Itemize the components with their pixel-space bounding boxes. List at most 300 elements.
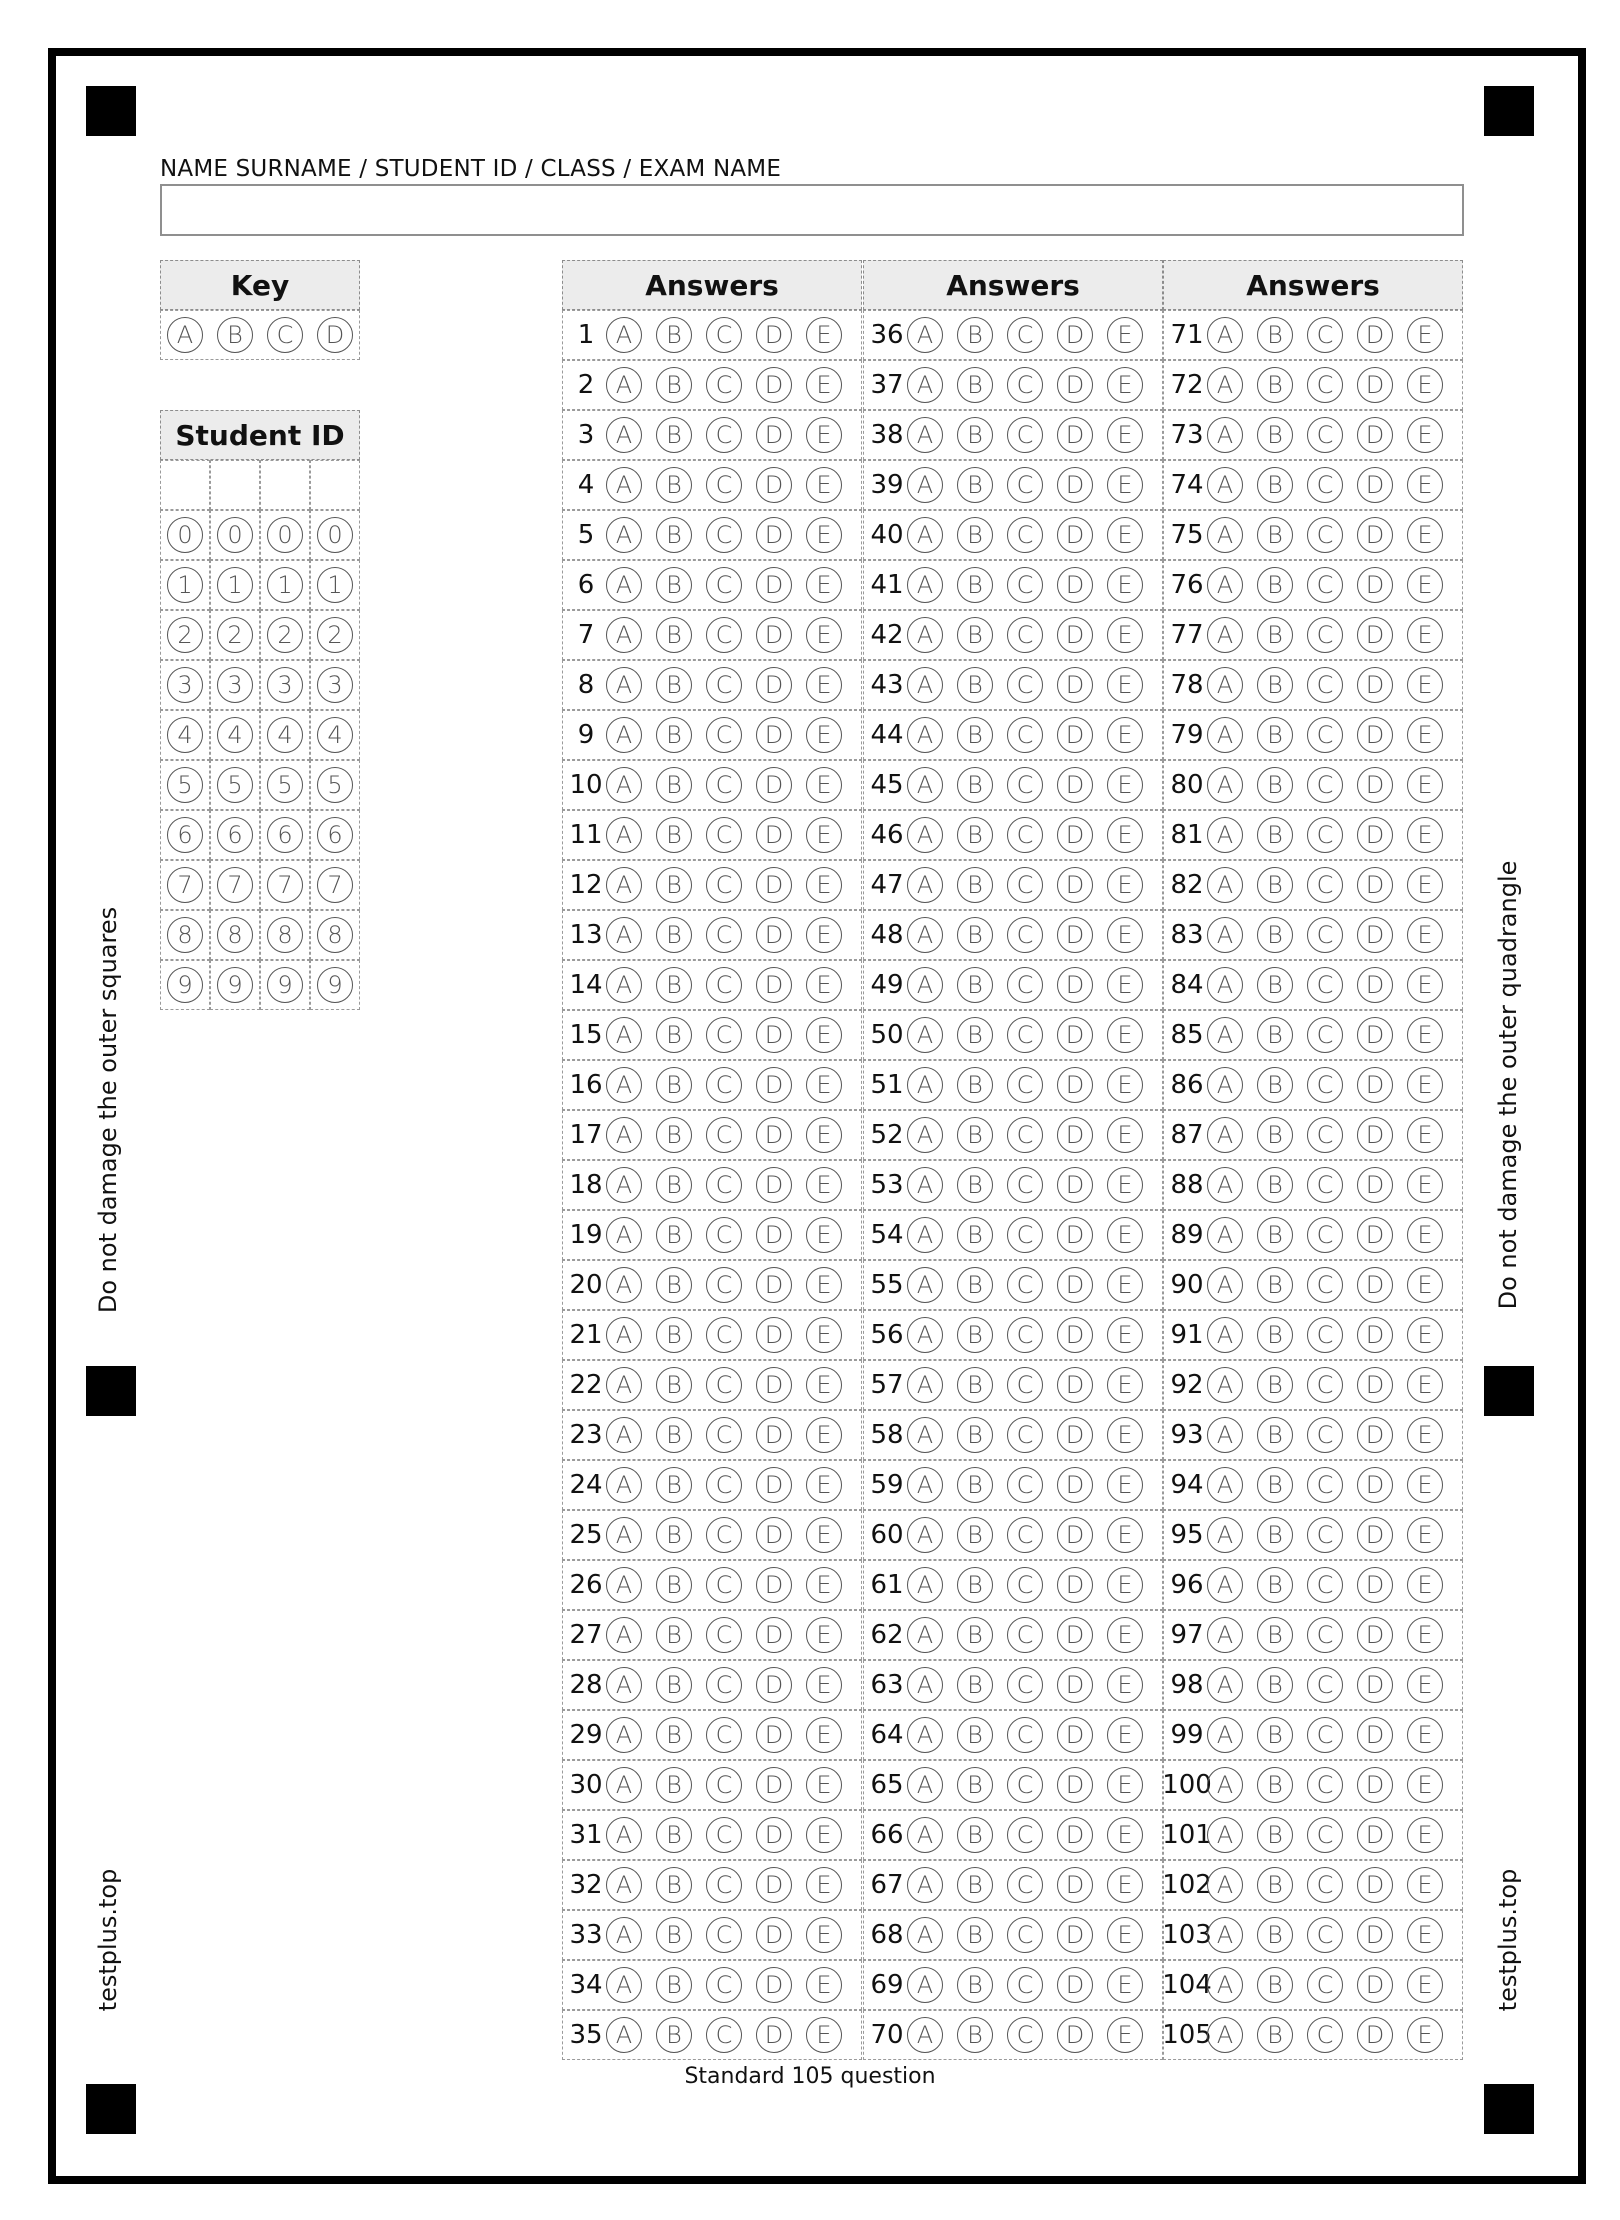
answer-option-e-bubble[interactable]: E: [1107, 467, 1143, 503]
answer-option-e-bubble[interactable]: E: [806, 917, 842, 953]
answer-option-b-bubble[interactable]: B: [1257, 367, 1293, 403]
answer-option-e-bubble[interactable]: E: [1107, 867, 1143, 903]
answer-option-a-bubble[interactable]: A: [907, 1717, 943, 1753]
answer-option-d-bubble[interactable]: D: [1057, 917, 1093, 953]
answer-option-a-bubble[interactable]: A: [1207, 1417, 1243, 1453]
answer-option-e-bubble[interactable]: E: [1407, 567, 1443, 603]
answer-option-b-bubble[interactable]: B: [957, 567, 993, 603]
answer-option-b-bubble[interactable]: B: [957, 867, 993, 903]
student-id-digit-bubble[interactable]: 2: [167, 617, 203, 653]
answer-option-e-bubble[interactable]: E: [1107, 1167, 1143, 1203]
answer-option-a-bubble[interactable]: A: [907, 367, 943, 403]
answer-option-a-bubble[interactable]: A: [1207, 1317, 1243, 1353]
answer-option-a-bubble[interactable]: A: [907, 1967, 943, 2003]
answer-option-d-bubble[interactable]: D: [1057, 517, 1093, 553]
answer-option-d-bubble[interactable]: D: [1357, 1117, 1393, 1153]
answer-option-d-bubble[interactable]: D: [1357, 1917, 1393, 1953]
answer-option-a-bubble[interactable]: A: [907, 817, 943, 853]
answer-option-c-bubble[interactable]: C: [1007, 1717, 1043, 1753]
answer-option-b-bubble[interactable]: B: [656, 1117, 692, 1153]
answer-option-d-bubble[interactable]: D: [756, 1067, 792, 1103]
answer-option-b-bubble[interactable]: B: [957, 1167, 993, 1203]
student-id-digit-bubble[interactable]: 5: [317, 767, 353, 803]
answer-option-b-bubble[interactable]: B: [957, 1217, 993, 1253]
answer-option-c-bubble[interactable]: C: [1307, 867, 1343, 903]
answer-option-a-bubble[interactable]: A: [907, 1667, 943, 1703]
answer-option-a-bubble[interactable]: A: [1207, 1667, 1243, 1703]
answer-option-e-bubble[interactable]: E: [1107, 1767, 1143, 1803]
student-id-digit-bubble[interactable]: 3: [167, 667, 203, 703]
answer-option-a-bubble[interactable]: A: [907, 1117, 943, 1153]
answer-option-c-bubble[interactable]: C: [706, 1817, 742, 1853]
answer-option-c-bubble[interactable]: C: [1007, 1367, 1043, 1403]
student-id-digit-bubble[interactable]: 6: [267, 817, 303, 853]
answer-option-e-bubble[interactable]: E: [806, 1467, 842, 1503]
answer-option-b-bubble[interactable]: B: [656, 467, 692, 503]
answer-option-b-bubble[interactable]: B: [1257, 1767, 1293, 1803]
answer-option-c-bubble[interactable]: C: [706, 967, 742, 1003]
answer-option-c-bubble[interactable]: C: [1307, 717, 1343, 753]
answer-option-d-bubble[interactable]: D: [1357, 367, 1393, 403]
answer-option-a-bubble[interactable]: A: [907, 1067, 943, 1103]
answer-option-c-bubble[interactable]: C: [1007, 1567, 1043, 1603]
answer-option-b-bubble[interactable]: B: [656, 367, 692, 403]
answer-option-e-bubble[interactable]: E: [1407, 1467, 1443, 1503]
answer-option-a-bubble[interactable]: A: [1207, 667, 1243, 703]
key-option-a-bubble[interactable]: A: [167, 317, 203, 353]
answer-option-b-bubble[interactable]: B: [656, 967, 692, 1003]
answer-option-c-bubble[interactable]: C: [1007, 767, 1043, 803]
answer-option-c-bubble[interactable]: C: [1307, 1667, 1343, 1703]
answer-option-b-bubble[interactable]: B: [656, 917, 692, 953]
answer-option-b-bubble[interactable]: B: [1257, 1717, 1293, 1753]
answer-option-b-bubble[interactable]: B: [1257, 317, 1293, 353]
answer-option-c-bubble[interactable]: C: [1307, 1467, 1343, 1503]
answer-option-b-bubble[interactable]: B: [656, 867, 692, 903]
answer-option-e-bubble[interactable]: E: [1107, 1067, 1143, 1103]
answer-option-d-bubble[interactable]: D: [1057, 667, 1093, 703]
answer-option-b-bubble[interactable]: B: [656, 1267, 692, 1303]
answer-option-b-bubble[interactable]: B: [957, 417, 993, 453]
answer-option-a-bubble[interactable]: A: [606, 517, 642, 553]
answer-option-a-bubble[interactable]: A: [606, 1317, 642, 1353]
answer-option-b-bubble[interactable]: B: [1257, 1117, 1293, 1153]
answer-option-c-bubble[interactable]: C: [1307, 517, 1343, 553]
answer-option-a-bubble[interactable]: A: [907, 1017, 943, 1053]
answer-option-e-bubble[interactable]: E: [1407, 1717, 1443, 1753]
answer-option-d-bubble[interactable]: D: [1357, 1517, 1393, 1553]
answer-option-c-bubble[interactable]: C: [706, 1117, 742, 1153]
answer-option-b-bubble[interactable]: B: [957, 317, 993, 353]
answer-option-a-bubble[interactable]: A: [907, 1317, 943, 1353]
answer-option-c-bubble[interactable]: C: [1007, 1817, 1043, 1853]
answer-option-b-bubble[interactable]: B: [656, 1667, 692, 1703]
answer-option-d-bubble[interactable]: D: [1357, 817, 1393, 853]
answer-option-e-bubble[interactable]: E: [1407, 367, 1443, 403]
student-id-write-box[interactable]: [310, 460, 360, 510]
answer-option-d-bubble[interactable]: D: [1057, 1417, 1093, 1453]
answer-option-a-bubble[interactable]: A: [606, 1967, 642, 2003]
answer-option-b-bubble[interactable]: B: [1257, 767, 1293, 803]
answer-option-e-bubble[interactable]: E: [806, 1217, 842, 1253]
answer-option-d-bubble[interactable]: D: [1357, 567, 1393, 603]
answer-option-c-bubble[interactable]: C: [706, 667, 742, 703]
answer-option-b-bubble[interactable]: B: [957, 1667, 993, 1703]
answer-option-b-bubble[interactable]: B: [656, 1917, 692, 1953]
answer-option-c-bubble[interactable]: C: [1007, 1867, 1043, 1903]
answer-option-d-bubble[interactable]: D: [1357, 917, 1393, 953]
answer-option-d-bubble[interactable]: D: [1357, 667, 1393, 703]
answer-option-a-bubble[interactable]: A: [606, 1467, 642, 1503]
answer-option-a-bubble[interactable]: A: [606, 567, 642, 603]
answer-option-b-bubble[interactable]: B: [957, 1967, 993, 2003]
student-id-write-box[interactable]: [210, 460, 260, 510]
answer-option-a-bubble[interactable]: A: [1207, 767, 1243, 803]
answer-option-d-bubble[interactable]: D: [1357, 1367, 1393, 1403]
answer-option-b-bubble[interactable]: B: [1257, 2017, 1293, 2053]
answer-option-e-bubble[interactable]: E: [1407, 1517, 1443, 1553]
answer-option-a-bubble[interactable]: A: [907, 967, 943, 1003]
answer-option-b-bubble[interactable]: B: [1257, 1667, 1293, 1703]
answer-option-b-bubble[interactable]: B: [957, 367, 993, 403]
answer-option-d-bubble[interactable]: D: [1057, 317, 1093, 353]
answer-option-b-bubble[interactable]: B: [656, 1367, 692, 1403]
answer-option-e-bubble[interactable]: E: [1107, 667, 1143, 703]
answer-option-c-bubble[interactable]: C: [1307, 1217, 1343, 1253]
student-id-digit-bubble[interactable]: 1: [217, 567, 253, 603]
answer-option-d-bubble[interactable]: D: [1057, 567, 1093, 603]
answer-option-c-bubble[interactable]: C: [706, 1617, 742, 1653]
answer-option-e-bubble[interactable]: E: [1407, 417, 1443, 453]
answer-option-b-bubble[interactable]: B: [1257, 1817, 1293, 1853]
answer-option-a-bubble[interactable]: A: [1207, 817, 1243, 853]
answer-option-d-bubble[interactable]: D: [1057, 1167, 1093, 1203]
answer-option-c-bubble[interactable]: C: [706, 517, 742, 553]
answer-option-e-bubble[interactable]: E: [806, 1917, 842, 1953]
answer-option-c-bubble[interactable]: C: [1007, 2017, 1043, 2053]
answer-option-e-bubble[interactable]: E: [806, 1667, 842, 1703]
answer-option-e-bubble[interactable]: E: [1107, 2017, 1143, 2053]
answer-option-d-bubble[interactable]: D: [1057, 967, 1093, 1003]
answer-option-c-bubble[interactable]: C: [1307, 1717, 1343, 1753]
answer-option-d-bubble[interactable]: D: [1057, 1017, 1093, 1053]
student-id-digit-bubble[interactable]: 0: [317, 517, 353, 553]
answer-option-a-bubble[interactable]: A: [907, 467, 943, 503]
answer-option-c-bubble[interactable]: C: [1307, 1417, 1343, 1453]
answer-option-d-bubble[interactable]: D: [1057, 1717, 1093, 1753]
answer-option-d-bubble[interactable]: D: [756, 417, 792, 453]
answer-option-e-bubble[interactable]: E: [1107, 1817, 1143, 1853]
answer-option-d-bubble[interactable]: D: [756, 867, 792, 903]
answer-option-e-bubble[interactable]: E: [1407, 1867, 1443, 1903]
answer-option-a-bubble[interactable]: A: [907, 1167, 943, 1203]
answer-option-a-bubble[interactable]: A: [606, 1717, 642, 1753]
answer-option-b-bubble[interactable]: B: [1257, 967, 1293, 1003]
answer-option-e-bubble[interactable]: E: [1407, 317, 1443, 353]
answer-option-b-bubble[interactable]: B: [957, 467, 993, 503]
answer-option-e-bubble[interactable]: E: [1407, 1967, 1443, 2003]
answer-option-b-bubble[interactable]: B: [656, 1717, 692, 1753]
answer-option-e-bubble[interactable]: E: [806, 1517, 842, 1553]
answer-option-a-bubble[interactable]: A: [1207, 1967, 1243, 2003]
student-id-digit-bubble[interactable]: 8: [317, 917, 353, 953]
answer-option-c-bubble[interactable]: C: [706, 717, 742, 753]
answer-option-a-bubble[interactable]: A: [907, 1517, 943, 1553]
student-id-digit-bubble[interactable]: 9: [217, 967, 253, 1003]
answer-option-c-bubble[interactable]: C: [1307, 1867, 1343, 1903]
student-id-digit-bubble[interactable]: 7: [267, 867, 303, 903]
answer-option-c-bubble[interactable]: C: [1307, 317, 1343, 353]
answer-option-c-bubble[interactable]: C: [1307, 1567, 1343, 1603]
answer-option-c-bubble[interactable]: C: [1307, 2017, 1343, 2053]
answer-option-c-bubble[interactable]: C: [1307, 1917, 1343, 1953]
answer-option-b-bubble[interactable]: B: [656, 1967, 692, 2003]
answer-option-c-bubble[interactable]: C: [1007, 1467, 1043, 1503]
answer-option-d-bubble[interactable]: D: [756, 617, 792, 653]
answer-option-b-bubble[interactable]: B: [957, 2017, 993, 2053]
answer-option-c-bubble[interactable]: C: [1307, 1317, 1343, 1353]
student-id-digit-bubble[interactable]: 3: [317, 667, 353, 703]
answer-option-a-bubble[interactable]: A: [1207, 617, 1243, 653]
answer-option-d-bubble[interactable]: D: [756, 1617, 792, 1653]
answer-option-b-bubble[interactable]: B: [1257, 1967, 1293, 2003]
answer-option-b-bubble[interactable]: B: [656, 717, 692, 753]
answer-option-b-bubble[interactable]: B: [656, 1467, 692, 1503]
answer-option-e-bubble[interactable]: E: [1407, 1567, 1443, 1603]
answer-option-c-bubble[interactable]: C: [706, 1717, 742, 1753]
answer-option-d-bubble[interactable]: D: [756, 1917, 792, 1953]
answer-option-a-bubble[interactable]: A: [907, 317, 943, 353]
answer-option-b-bubble[interactable]: B: [1257, 517, 1293, 553]
answer-option-c-bubble[interactable]: C: [706, 1567, 742, 1603]
answer-option-d-bubble[interactable]: D: [756, 1517, 792, 1553]
answer-option-d-bubble[interactable]: D: [756, 1417, 792, 1453]
answer-option-b-bubble[interactable]: B: [656, 1317, 692, 1353]
answer-option-a-bubble[interactable]: A: [606, 1767, 642, 1803]
answer-option-a-bubble[interactable]: A: [606, 417, 642, 453]
student-id-digit-bubble[interactable]: 0: [217, 517, 253, 553]
answer-option-d-bubble[interactable]: D: [1057, 1517, 1093, 1553]
answer-option-c-bubble[interactable]: C: [706, 617, 742, 653]
answer-option-c-bubble[interactable]: C: [1007, 1267, 1043, 1303]
answer-option-d-bubble[interactable]: D: [1357, 1817, 1393, 1853]
answer-option-a-bubble[interactable]: A: [1207, 1717, 1243, 1753]
answer-option-a-bubble[interactable]: A: [1207, 1817, 1243, 1853]
answer-option-b-bubble[interactable]: B: [656, 1567, 692, 1603]
answer-option-c-bubble[interactable]: C: [706, 1867, 742, 1903]
answer-option-e-bubble[interactable]: E: [1407, 1667, 1443, 1703]
answer-option-d-bubble[interactable]: D: [756, 567, 792, 603]
answer-option-e-bubble[interactable]: E: [1107, 1867, 1143, 1903]
student-id-digit-bubble[interactable]: 9: [167, 967, 203, 1003]
answer-option-b-bubble[interactable]: B: [1257, 1267, 1293, 1303]
answer-option-b-bubble[interactable]: B: [957, 1767, 993, 1803]
answer-option-d-bubble[interactable]: D: [1357, 717, 1393, 753]
answer-option-a-bubble[interactable]: A: [1207, 417, 1243, 453]
answer-option-a-bubble[interactable]: A: [606, 467, 642, 503]
answer-option-c-bubble[interactable]: C: [706, 867, 742, 903]
answer-option-c-bubble[interactable]: C: [706, 1367, 742, 1403]
student-id-digit-bubble[interactable]: 3: [217, 667, 253, 703]
answer-option-c-bubble[interactable]: C: [1007, 867, 1043, 903]
student-id-write-box[interactable]: [160, 460, 210, 510]
answer-option-b-bubble[interactable]: B: [656, 1817, 692, 1853]
student-id-digit-bubble[interactable]: 0: [267, 517, 303, 553]
answer-option-e-bubble[interactable]: E: [806, 767, 842, 803]
answer-option-e-bubble[interactable]: E: [1407, 917, 1443, 953]
answer-option-a-bubble[interactable]: A: [1207, 317, 1243, 353]
answer-option-e-bubble[interactable]: E: [806, 1617, 842, 1653]
answer-option-c-bubble[interactable]: C: [1007, 1767, 1043, 1803]
answer-option-b-bubble[interactable]: B: [957, 1017, 993, 1053]
answer-option-c-bubble[interactable]: C: [1307, 1017, 1343, 1053]
answer-option-b-bubble[interactable]: B: [957, 1467, 993, 1503]
answer-option-c-bubble[interactable]: C: [706, 1917, 742, 1953]
answer-option-a-bubble[interactable]: A: [907, 1217, 943, 1253]
answer-option-d-bubble[interactable]: D: [756, 1567, 792, 1603]
answer-option-b-bubble[interactable]: B: [1257, 1367, 1293, 1403]
answer-option-d-bubble[interactable]: D: [756, 1117, 792, 1153]
key-option-b-bubble[interactable]: B: [217, 317, 253, 353]
answer-option-b-bubble[interactable]: B: [957, 767, 993, 803]
answer-option-d-bubble[interactable]: D: [1057, 767, 1093, 803]
answer-option-a-bubble[interactable]: A: [606, 1517, 642, 1553]
answer-option-a-bubble[interactable]: A: [907, 2017, 943, 2053]
answer-option-a-bubble[interactable]: A: [1207, 1617, 1243, 1653]
answer-option-b-bubble[interactable]: B: [1257, 1017, 1293, 1053]
answer-option-e-bubble[interactable]: E: [1107, 367, 1143, 403]
answer-option-b-bubble[interactable]: B: [957, 1417, 993, 1453]
answer-option-a-bubble[interactable]: A: [907, 917, 943, 953]
answer-option-d-bubble[interactable]: D: [1357, 1867, 1393, 1903]
answer-option-c-bubble[interactable]: C: [706, 1417, 742, 1453]
answer-option-d-bubble[interactable]: D: [1357, 1967, 1393, 2003]
answer-option-e-bubble[interactable]: E: [1407, 1417, 1443, 1453]
answer-option-b-bubble[interactable]: B: [1257, 1467, 1293, 1503]
answer-option-e-bubble[interactable]: E: [806, 1117, 842, 1153]
answer-option-b-bubble[interactable]: B: [656, 667, 692, 703]
answer-option-c-bubble[interactable]: C: [706, 1667, 742, 1703]
student-id-digit-bubble[interactable]: 8: [167, 917, 203, 953]
answer-option-b-bubble[interactable]: B: [957, 1267, 993, 1303]
student-id-digit-bubble[interactable]: 5: [217, 767, 253, 803]
answer-option-c-bubble[interactable]: C: [706, 767, 742, 803]
answer-option-e-bubble[interactable]: E: [806, 717, 842, 753]
answer-option-e-bubble[interactable]: E: [806, 1317, 842, 1353]
answer-option-e-bubble[interactable]: E: [806, 517, 842, 553]
answer-option-e-bubble[interactable]: E: [1107, 1217, 1143, 1253]
answer-option-e-bubble[interactable]: E: [806, 1267, 842, 1303]
answer-option-d-bubble[interactable]: D: [1057, 2017, 1093, 2053]
answer-option-c-bubble[interactable]: C: [1007, 1317, 1043, 1353]
answer-option-b-bubble[interactable]: B: [656, 417, 692, 453]
answer-option-a-bubble[interactable]: A: [907, 517, 943, 553]
answer-option-d-bubble[interactable]: D: [1057, 1467, 1093, 1503]
answer-option-e-bubble[interactable]: E: [806, 1417, 842, 1453]
answer-option-e-bubble[interactable]: E: [806, 2017, 842, 2053]
student-id-digit-bubble[interactable]: 4: [267, 717, 303, 753]
answer-option-d-bubble[interactable]: D: [1057, 1117, 1093, 1153]
answer-option-e-bubble[interactable]: E: [806, 417, 842, 453]
answer-option-e-bubble[interactable]: E: [1107, 717, 1143, 753]
answer-option-e-bubble[interactable]: E: [1407, 1217, 1443, 1253]
answer-option-a-bubble[interactable]: A: [907, 717, 943, 753]
answer-option-e-bubble[interactable]: E: [1407, 967, 1443, 1003]
answer-option-d-bubble[interactable]: D: [1357, 1717, 1393, 1753]
answer-option-b-bubble[interactable]: B: [957, 917, 993, 953]
answer-option-e-bubble[interactable]: E: [1107, 1367, 1143, 1403]
answer-option-d-bubble[interactable]: D: [756, 967, 792, 1003]
answer-option-e-bubble[interactable]: E: [806, 1567, 842, 1603]
answer-option-a-bubble[interactable]: A: [907, 667, 943, 703]
answer-option-a-bubble[interactable]: A: [606, 967, 642, 1003]
answer-option-b-bubble[interactable]: B: [1257, 1217, 1293, 1253]
answer-option-e-bubble[interactable]: E: [806, 467, 842, 503]
answer-option-d-bubble[interactable]: D: [1357, 467, 1393, 503]
answer-option-b-bubble[interactable]: B: [957, 967, 993, 1003]
answer-option-a-bubble[interactable]: A: [606, 1667, 642, 1703]
answer-option-d-bubble[interactable]: D: [1357, 317, 1393, 353]
answer-option-b-bubble[interactable]: B: [1257, 567, 1293, 603]
answer-option-e-bubble[interactable]: E: [1107, 567, 1143, 603]
answer-option-e-bubble[interactable]: E: [1407, 667, 1443, 703]
answer-option-a-bubble[interactable]: A: [907, 1417, 943, 1453]
student-id-digit-bubble[interactable]: 3: [267, 667, 303, 703]
answer-option-c-bubble[interactable]: C: [1007, 817, 1043, 853]
answer-option-e-bubble[interactable]: E: [806, 1967, 842, 2003]
student-id-digit-bubble[interactable]: 7: [317, 867, 353, 903]
answer-option-d-bubble[interactable]: D: [1357, 617, 1393, 653]
answer-option-d-bubble[interactable]: D: [1357, 1417, 1393, 1453]
answer-option-b-bubble[interactable]: B: [1257, 1567, 1293, 1603]
answer-option-a-bubble[interactable]: A: [606, 1117, 642, 1153]
answer-option-c-bubble[interactable]: C: [1007, 467, 1043, 503]
student-id-digit-bubble[interactable]: 4: [217, 717, 253, 753]
answer-option-e-bubble[interactable]: E: [1107, 1417, 1143, 1453]
answer-option-e-bubble[interactable]: E: [1407, 1167, 1443, 1203]
answer-option-e-bubble[interactable]: E: [1407, 867, 1443, 903]
answer-option-b-bubble[interactable]: B: [1257, 1517, 1293, 1553]
answer-option-c-bubble[interactable]: C: [1007, 1217, 1043, 1253]
answer-option-b-bubble[interactable]: B: [957, 1317, 993, 1353]
answer-option-b-bubble[interactable]: B: [1257, 1617, 1293, 1653]
answer-option-a-bubble[interactable]: A: [1207, 917, 1243, 953]
answer-option-a-bubble[interactable]: A: [606, 1067, 642, 1103]
answer-option-a-bubble[interactable]: A: [606, 817, 642, 853]
answer-option-c-bubble[interactable]: C: [706, 567, 742, 603]
answer-option-a-bubble[interactable]: A: [907, 767, 943, 803]
answer-option-b-bubble[interactable]: B: [1257, 417, 1293, 453]
student-id-digit-bubble[interactable]: 2: [267, 617, 303, 653]
answer-option-a-bubble[interactable]: A: [606, 1267, 642, 1303]
student-id-digit-bubble[interactable]: 6: [217, 817, 253, 853]
answer-option-c-bubble[interactable]: C: [1007, 717, 1043, 753]
answer-option-c-bubble[interactable]: C: [1007, 1617, 1043, 1653]
answer-option-b-bubble[interactable]: B: [957, 1917, 993, 1953]
answer-option-a-bubble[interactable]: A: [907, 1367, 943, 1403]
answer-option-a-bubble[interactable]: A: [907, 1617, 943, 1653]
answer-option-b-bubble[interactable]: B: [656, 817, 692, 853]
answer-option-e-bubble[interactable]: E: [806, 1167, 842, 1203]
answer-option-c-bubble[interactable]: C: [1307, 1267, 1343, 1303]
answer-option-c-bubble[interactable]: C: [1307, 1967, 1343, 2003]
answer-option-a-bubble[interactable]: A: [1207, 467, 1243, 503]
answer-option-c-bubble[interactable]: C: [1307, 1517, 1343, 1553]
answer-option-c-bubble[interactable]: C: [1007, 367, 1043, 403]
answer-option-c-bubble[interactable]: C: [1307, 1117, 1343, 1153]
answer-option-e-bubble[interactable]: E: [806, 867, 842, 903]
answer-option-e-bubble[interactable]: E: [1407, 767, 1443, 803]
